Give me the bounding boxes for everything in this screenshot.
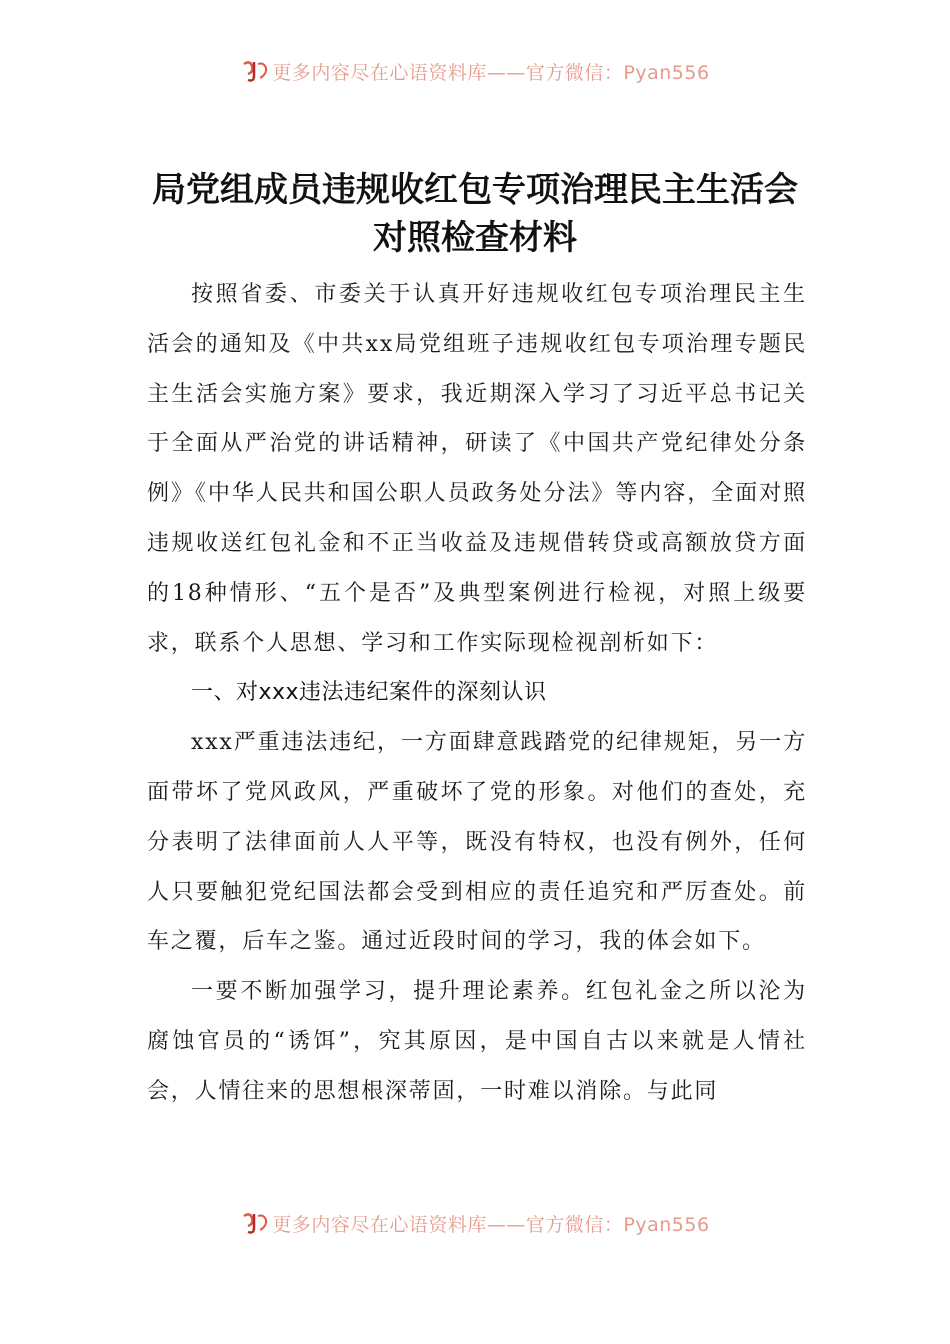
section-heading: 一、对xxx违法违纪案件的深刻认识 [191,680,547,706]
watermark-text: 更多内容尽在心语资料库——官方微信：Pyan556 [272,61,710,84]
body-paragraph: xxx严重违法违纪，一方面肆意践踏党的纪律规矩，另一方面带坏了党风政风，严重破坏了党的形象。对他们的查处，充分表明了法律面前人人平等，既没有特权，也没有例外，任何人只要触犯党纪国法都会受到相应的责任追究和严厉查处。前车之覆，后车之鉴。通过近段时间的学习，我的体会如下。 [147,730,807,955]
watermark-text: 更多内容尽在心语资料库——官方微信：Pyan556 [272,1213,710,1236]
intro-paragraph: 按照省委、市委关于认真开好违规收红包专项治理民主生活会的通知及《中共xx局党组班子违规收红包专项治理专题民主生活会实施方案》要求，我近期深入学习了习近平总书记关于全面从严治党的讲话精神，研读了《中国共产党纪律处分条例》《中华人民共和国公职人员政务处分法》等内容，全面对照违规收送红包礼金和不正当收益及违规借转贷或高额放贷方面的18种情形、“五个是否”及典型案例进行检视，对照上级要求，联系个人思想、学习和工作实际现检视剖析如下： [147,282,807,656]
watermark-footer [0,1206,950,1240]
watermark-logo-icon [240,1210,270,1236]
document-title: 局党组成员违规收红包专项治理民主生活会对照检查材料 [152,170,798,258]
body-paragraph: 一要不断加强学习，提升理论素养。红包礼金之所以沦为腐蚀官员的“诱饵”，究其原因，是中国自古以来就是人情社会，人情往来的思想根深蒂固，一时难以消除。与此同 [147,979,807,1104]
watermark-header [0,54,950,88]
watermark-logo-icon [240,58,270,84]
document-body [147,270,807,1117]
